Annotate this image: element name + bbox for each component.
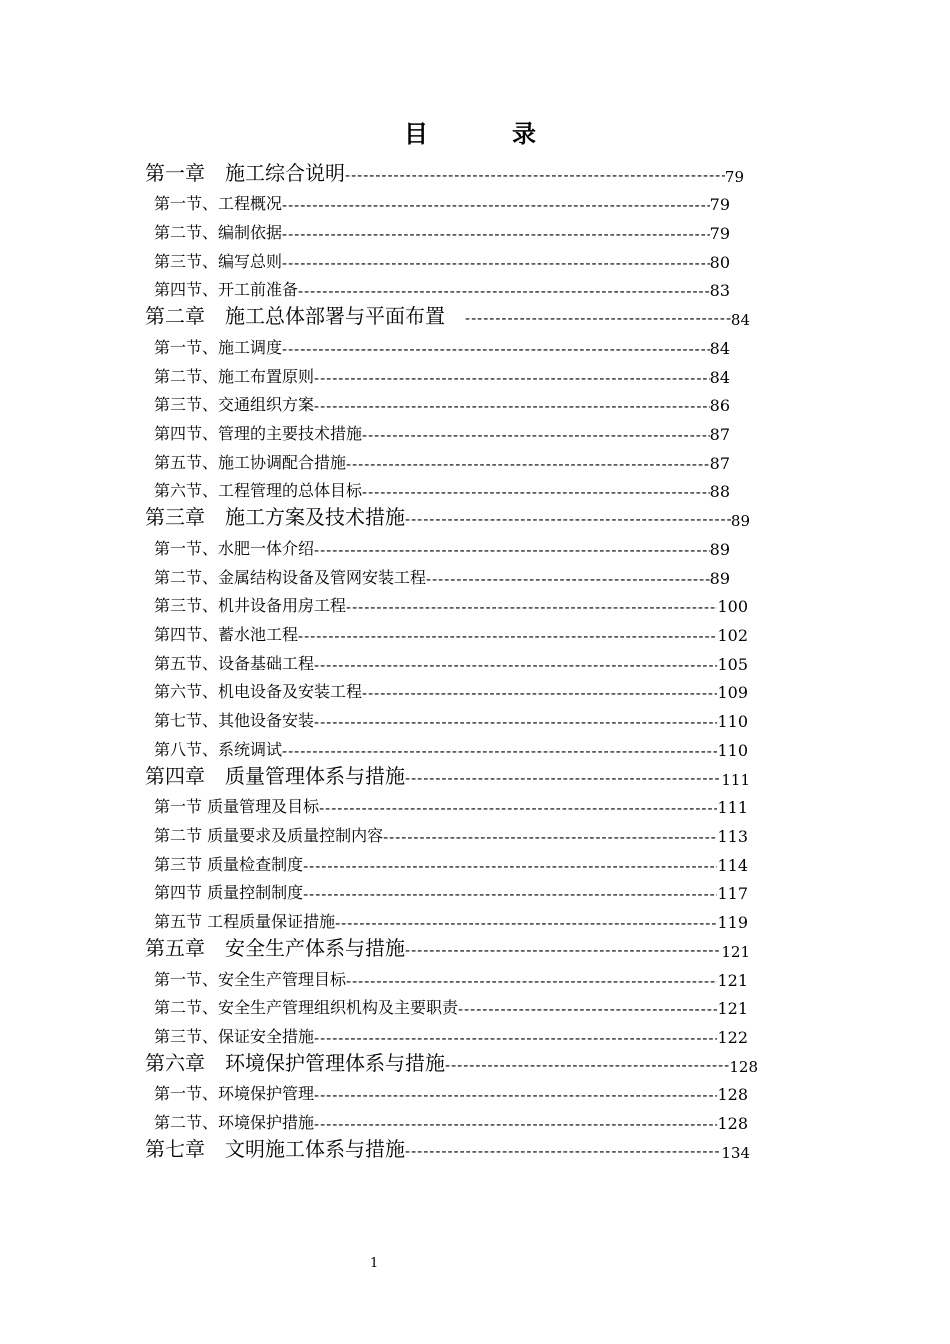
toc-entry-label: 第一节、水肥一体介绍 (154, 539, 315, 558)
toc-section-entry[interactable] (154, 533, 730, 559)
toc-entry-page-number: 121 (717, 999, 748, 1018)
toc-leader-dashes (282, 225, 710, 243)
toc-entry-page-number: 110 (717, 712, 748, 731)
toc-entry-page-number: 80 (709, 253, 730, 272)
toc-entry-page-number: 110 (717, 741, 748, 760)
toc-entry-page-number: 89 (730, 512, 750, 530)
toc-entry-page-number: 117 (717, 884, 748, 903)
toc-section-entry[interactable] (154, 648, 748, 674)
toc-entry-page-number: 79 (724, 168, 744, 186)
toc-entry-label: 第五节、设备基础工程 (154, 654, 315, 673)
toc-leader-dashes (282, 254, 710, 272)
toc-leader-dashes (314, 1029, 717, 1047)
toc-section-entry[interactable] (154, 188, 730, 214)
toc-entry-label: 第一节、环境保护管理 (154, 1084, 315, 1103)
toc-leader-dashes (445, 1056, 729, 1076)
toc-entry-page-number: 86 (709, 396, 730, 415)
toc-entry-page-number: 102 (717, 626, 748, 645)
toc-entry-label: 第六章 环境保护管理体系与措施 (145, 1051, 445, 1075)
toc-entry-label: 第二节、编制依据 (154, 223, 283, 242)
toc-leader-dashes (383, 828, 717, 846)
toc-leader-dashes (346, 972, 717, 990)
toc-entry-page-number: 87 (709, 425, 730, 444)
toc-entry-page-number: 119 (717, 913, 748, 932)
toc-leader-dashes (362, 684, 717, 702)
toc-entry-label: 第二章 施工总体部署与平面布置 (145, 304, 465, 328)
toc-leader-dashes (314, 397, 710, 415)
toc-entry-page-number: 134 (721, 1144, 750, 1162)
toc-leader-dashes (345, 166, 725, 186)
toc-entry-page-number: 111 (717, 798, 748, 817)
toc-section-entry[interactable] (154, 734, 748, 760)
toc-section-entry[interactable] (154, 705, 748, 731)
toc-section-entry[interactable] (154, 1107, 748, 1133)
toc-entry-page-number: 128 (729, 1058, 758, 1076)
toc-chapter-entry[interactable] (145, 160, 744, 186)
toc-entry-label: 第四章 质量管理体系与措施 (145, 764, 405, 788)
toc-section-entry[interactable] (154, 791, 748, 817)
toc-chapter-entry[interactable] (145, 303, 750, 329)
toc-section-entry[interactable] (154, 820, 748, 846)
toc-leader-dashes (405, 769, 721, 789)
toc-entry-label: 第一节、安全生产管理目标 (154, 970, 347, 989)
toc-entry-page-number: 121 (717, 971, 748, 990)
toc-entry-label: 第二节 质量要求及质量控制内容 (154, 826, 384, 845)
page-number: 1 (370, 1256, 379, 1271)
toc-leader-dashes (314, 713, 717, 731)
toc-leader-dashes (303, 857, 717, 875)
toc-entry-label: 第三节、编写总则 (154, 252, 283, 271)
toc-section-entry[interactable] (154, 475, 730, 501)
toc-entry-label: 第一节、工程概况 (154, 194, 283, 213)
toc-entry-label: 第七节、其他设备安装 (154, 711, 315, 730)
toc-leader-dashes (405, 510, 731, 530)
toc-chapter-entry[interactable] (145, 935, 750, 961)
toc-entry-label: 第三章 施工方案及技术措施 (145, 505, 405, 529)
toc-leader-dashes (346, 598, 717, 616)
toc-section-entry[interactable] (154, 1078, 748, 1104)
toc-section-entry[interactable] (154, 246, 730, 272)
toc-entry-page-number: 79 (709, 195, 730, 214)
toc-entry-label: 第三节、机井设备用房工程 (154, 596, 347, 615)
toc-chapter-entry[interactable] (145, 1136, 750, 1162)
toc-entry-page-number: 79 (709, 224, 730, 243)
toc-section-entry[interactable] (154, 217, 730, 243)
toc-leader-dashes (314, 656, 717, 674)
toc-section-entry[interactable] (154, 447, 730, 473)
toc-leader-dashes (346, 455, 710, 473)
toc-leader-dashes (314, 1115, 717, 1133)
toc-entry-label: 第二节、环境保护措施 (154, 1113, 315, 1132)
toc-entry-page-number: 87 (709, 454, 730, 473)
toc-entry-label: 第四节 质量控制制度 (154, 883, 304, 902)
toc-entry-label: 第四节、开工前准备 (154, 280, 299, 299)
toc-entry-label: 第一节 质量管理及目标 (154, 797, 320, 816)
toc-section-entry[interactable] (154, 676, 748, 702)
toc-section-entry[interactable] (154, 361, 730, 387)
toc-section-entry[interactable] (154, 849, 748, 875)
toc-entry-label: 第三节、保证安全措施 (154, 1027, 315, 1046)
toc-leader-dashes (426, 570, 710, 588)
toc-entry-page-number: 114 (717, 856, 748, 875)
toc-entry-label: 第五章 安全生产体系与措施 (145, 936, 405, 960)
toc-section-entry[interactable] (154, 562, 730, 588)
toc-entry-label: 第二节、金属结构设备及管网安装工程 (154, 568, 427, 587)
toc-section-entry[interactable] (154, 877, 748, 903)
toc-section-entry[interactable] (154, 332, 730, 358)
toc-entry-page-number: 83 (709, 281, 730, 300)
toc-section-entry[interactable] (154, 590, 748, 616)
toc-section-entry[interactable] (154, 274, 730, 300)
toc-entry-page-number: 105 (717, 655, 748, 674)
toc-entry-page-number: 89 (709, 540, 730, 559)
toc-section-entry[interactable] (154, 619, 748, 645)
toc-leader-dashes (465, 309, 731, 329)
toc-entry-page-number: 113 (717, 827, 748, 846)
toc-leader-dashes (405, 1142, 721, 1162)
toc-chapter-entry[interactable] (145, 504, 750, 530)
toc-entry-page-number: 109 (717, 683, 748, 702)
toc-leader-dashes (314, 1086, 717, 1104)
toc-leader-dashes (282, 196, 710, 214)
toc-section-entry[interactable] (154, 1021, 748, 1047)
toc-leader-dashes (405, 941, 721, 961)
toc-leader-dashes (319, 799, 717, 817)
toc-leader-dashes (458, 1000, 717, 1018)
toc-leader-dashes (282, 742, 717, 760)
toc-leader-dashes (335, 914, 717, 932)
toc-section-entry[interactable] (154, 964, 748, 990)
toc-entry-label: 第一节、施工调度 (154, 338, 283, 357)
toc-entry-label: 第一章 施工综合说明 (145, 161, 345, 185)
toc-entry-label: 第六节、机电设备及安装工程 (154, 682, 363, 701)
toc-entry-page-number: 122 (717, 1028, 748, 1047)
toc-entry-label: 第三节、交通组织方案 (154, 395, 315, 414)
toc-entry-page-number: 121 (721, 943, 750, 961)
toc-leader-dashes (362, 426, 710, 444)
toc-leader-dashes (282, 340, 710, 358)
toc-entry-label: 第二节、安全生产管理组织机构及主要职责 (154, 998, 459, 1017)
toc-entry-page-number: 111 (721, 771, 750, 789)
toc-leader-dashes (314, 369, 710, 387)
toc-leader-dashes (362, 483, 710, 501)
toc-entry-label: 第七章 文明施工体系与措施 (145, 1137, 405, 1161)
toc-entry-label: 第五节 工程质量保证措施 (154, 912, 336, 931)
toc-entry-label: 第二节、施工布置原则 (154, 367, 315, 386)
toc-chapter-entry[interactable] (145, 1050, 758, 1076)
toc-entry-label: 第五节、施工协调配合措施 (154, 453, 347, 472)
toc-entry-page-number: 88 (709, 482, 730, 501)
toc-leader-dashes (298, 282, 710, 300)
toc-section-entry[interactable] (154, 418, 730, 444)
toc-title: 目 录 (404, 119, 566, 148)
toc-entry-label: 第六节、工程管理的总体目标 (154, 481, 363, 500)
toc-leader-dashes (303, 885, 717, 903)
toc-leader-dashes (314, 541, 710, 559)
toc-section-entry[interactable] (154, 992, 748, 1018)
toc-entry-page-number: 84 (730, 311, 750, 329)
toc-entry-label: 第四节、管理的主要技术措施 (154, 424, 363, 443)
toc-section-entry[interactable] (154, 389, 730, 415)
toc-chapter-entry[interactable] (145, 763, 750, 789)
toc-entry-page-number: 128 (717, 1114, 748, 1133)
toc-entry-page-number: 84 (709, 368, 730, 387)
toc-leader-dashes (298, 627, 717, 645)
toc-entry-page-number: 100 (717, 597, 748, 616)
toc-entry-page-number: 84 (709, 339, 730, 358)
toc-entry-label: 第八节、系统调试 (154, 740, 283, 759)
toc-entry-label: 第四节、蓄水池工程 (154, 625, 299, 644)
toc-entry-page-number: 89 (709, 569, 730, 588)
toc-entry-page-number: 128 (717, 1085, 748, 1104)
toc-section-entry[interactable] (154, 906, 748, 932)
toc-entry-label: 第三节 质量检查制度 (154, 855, 304, 874)
